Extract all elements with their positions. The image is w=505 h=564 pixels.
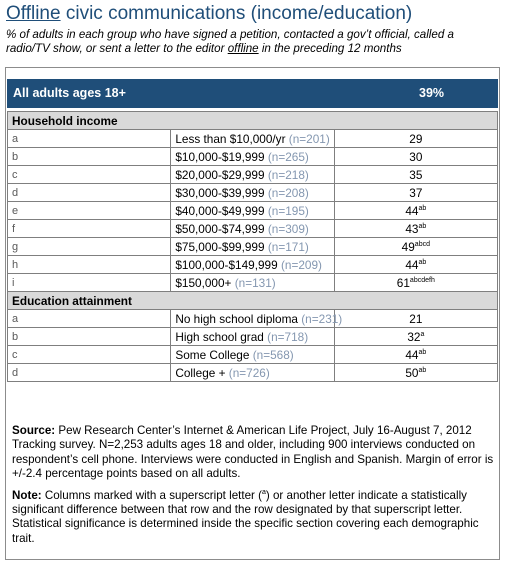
row-label-cell (171, 328, 334, 346)
row-value-cell (334, 148, 497, 166)
row-sample-size: (n=218) (267, 167, 309, 182)
row-value: 30 (409, 149, 423, 164)
subtitle-before: % of adults in each group who have signed a petition, contacted a gov’t official, called a radio/TV show, or sent a letter to the editor (6, 28, 454, 55)
row-sample-size: (n=195) (267, 203, 309, 218)
row-value-cell (334, 256, 497, 274)
source-note (12, 424, 498, 482)
table-row (8, 274, 498, 292)
table-row (8, 346, 498, 364)
row-label-cell (171, 184, 334, 202)
row-value: 35 (409, 167, 423, 182)
row-label-cell (171, 364, 334, 382)
row-letter: a (8, 130, 171, 148)
row-sample-size: (n=209) (280, 257, 322, 272)
row-label-cell (171, 346, 334, 364)
note-superscript: a (261, 488, 266, 496)
row-label-cell (171, 310, 343, 328)
row-label: Less than $10,000/yr (175, 131, 286, 146)
row-label-cell (171, 256, 334, 274)
row-sample-size: (n=726) (228, 365, 270, 380)
row-label: Some College (175, 347, 250, 362)
section-header (8, 292, 498, 310)
row-letter: b (8, 328, 171, 346)
table-row (8, 202, 498, 220)
row-letter: a (8, 310, 171, 328)
table-row (8, 148, 498, 166)
row-letter: h (8, 256, 171, 274)
row-sample-size: (n=309) (267, 221, 309, 236)
row-letter: e (8, 202, 171, 220)
table-row (8, 328, 498, 346)
table-row (8, 184, 498, 202)
row-label: $40,000-$49,999 (175, 203, 265, 218)
row-value: 29 (409, 131, 423, 146)
row-label-cell (171, 238, 334, 256)
row-value-cell (334, 364, 497, 382)
row-letter: g (8, 238, 171, 256)
row-sample-size: (n=171) (267, 239, 309, 254)
section-title: Education attainment (8, 292, 498, 310)
row-label: $10,000-$19,999 (175, 149, 265, 164)
row-label-cell (171, 148, 334, 166)
chart-title (6, 3, 412, 25)
row-significance: ab (418, 204, 427, 212)
row-sample-size: (n=568) (252, 347, 294, 362)
row-label-cell (171, 220, 334, 238)
table-body (8, 112, 498, 382)
source-text: Pew Research Center’s Internet & American Life Project, July 16-August 7, 2012 Tracking survey. N=2,253 adults ages 18 and older, including 900 interviews conducted on respondent’s cell phone. Interviews were conducted in English and Spanish. Margin of error is +/-2.4 percentage points based on all adults. (12, 424, 494, 481)
row-significance: abcdefh (409, 276, 435, 284)
row-label: $50,000-$74,999 (175, 221, 265, 236)
row-value-cell (334, 184, 497, 202)
row-letter: c (8, 166, 171, 184)
banner-label: All adults ages 18+ (13, 86, 126, 100)
title-rest: civic communications (income/education) (60, 3, 413, 24)
note-before: Columns marked with a superscript letter ( (41, 488, 262, 502)
row-significance: a (420, 330, 425, 338)
table-row (8, 238, 498, 256)
row-label: $75,000-$99,999 (175, 239, 265, 254)
source-label: Source: (12, 424, 56, 437)
row-value: 32 (407, 329, 421, 344)
row-value-cell (334, 328, 497, 346)
row-label-cell (171, 202, 334, 220)
table-row (8, 166, 498, 184)
subtitle-emphasis: offline (227, 42, 259, 55)
section-header (8, 112, 498, 130)
row-significance: ab (418, 366, 427, 374)
row-value-cell (334, 202, 497, 220)
row-letter: c (8, 346, 171, 364)
table-row (8, 256, 498, 274)
row-value: 50 (405, 365, 419, 380)
row-value: 44 (405, 203, 419, 218)
significance-note (12, 489, 498, 547)
row-letter: b (8, 148, 171, 166)
row-value: 61 (396, 275, 410, 290)
row-label: No high school diploma (175, 311, 298, 326)
row-value-cell (334, 310, 497, 328)
all-adults-banner (7, 79, 498, 108)
row-sample-size: (n=231) (301, 311, 343, 326)
row-label: High school grad (175, 329, 264, 344)
row-sample-size: (n=208) (267, 185, 309, 200)
row-value-cell (334, 220, 497, 238)
row-label: $20,000-$29,999 (175, 167, 265, 182)
row-significance: ab (418, 348, 427, 356)
row-value: 49 (401, 239, 415, 254)
row-sample-size: (n=265) (267, 149, 309, 164)
row-letter: d (8, 184, 171, 202)
row-significance: ab (418, 222, 427, 230)
row-significance: ab (418, 258, 427, 266)
row-value: 21 (409, 311, 423, 326)
row-letter: f (8, 220, 171, 238)
subtitle-after: in the preceding 12 months (258, 42, 402, 55)
note-after: ) or another letter indicate a statistically significant difference between that row and the row designated by that superscript letter. Statistical significance is determined inside the specific section covering each demographic trait. (12, 488, 479, 545)
row-value-cell (334, 274, 497, 292)
title-emphasis: Offline (6, 3, 61, 24)
row-label-cell (171, 274, 334, 292)
row-value: 44 (405, 257, 419, 272)
row-label: $150,000+ (175, 275, 232, 290)
row-label: College + (175, 365, 226, 380)
row-value-cell (334, 166, 497, 184)
row-sample-size: (n=131) (234, 275, 276, 290)
table-row (8, 310, 498, 328)
row-label-cell (171, 166, 334, 184)
section-title: Household income (8, 112, 498, 130)
row-sample-size: (n=718) (267, 329, 309, 344)
banner-value: 39% (419, 86, 445, 100)
row-sample-size: (n=201) (288, 131, 330, 146)
row-value: 44 (405, 347, 419, 362)
row-significance: abcd (414, 240, 430, 248)
row-letter: i (8, 274, 171, 292)
chart-subtitle (6, 28, 500, 56)
row-value-cell (334, 238, 497, 256)
row-letter: d (8, 364, 171, 382)
row-value: 37 (409, 185, 423, 200)
row-value: 43 (405, 221, 419, 236)
row-label: $30,000-$39,999 (175, 185, 265, 200)
row-value-cell (334, 130, 497, 148)
data-table (7, 111, 498, 382)
row-label-cell (171, 130, 334, 148)
note-label: Note: (12, 488, 42, 502)
table-row (8, 364, 498, 382)
row-value-cell (334, 346, 497, 364)
row-label: $100,000-$149,999 (175, 257, 278, 272)
table-row (8, 130, 498, 148)
notes (12, 424, 498, 553)
table-row (8, 220, 498, 238)
